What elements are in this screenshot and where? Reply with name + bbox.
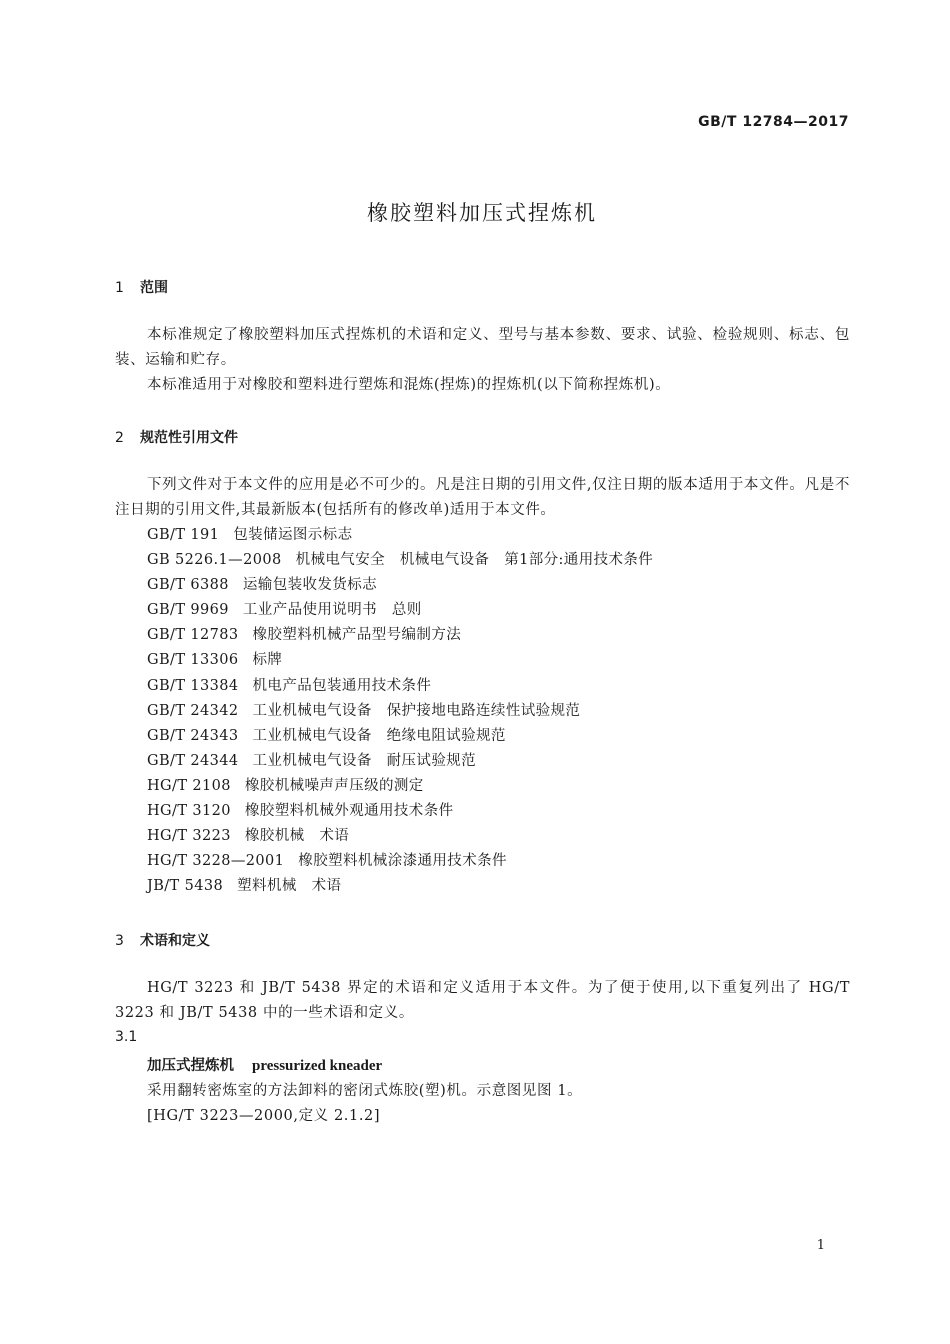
reference-item	[147, 623, 653, 648]
reference-title: 橡胶塑料机械产品型号编制方法	[252, 627, 462, 644]
term-chinese: 加压式捏炼机	[147, 1058, 234, 1074]
reference-title: 工业机械电气设备 耐压试验规范	[252, 752, 477, 769]
reference-item	[147, 749, 653, 774]
section-3-number: 3	[115, 933, 124, 949]
page-number: 1	[816, 1238, 825, 1253]
reference-title: 橡胶机械 术语	[244, 828, 350, 845]
reference-title: 包装储运图示标志	[233, 527, 353, 543]
reference-title: 机械电气安全 机械电气设备 第1部分:通用技术条件	[295, 552, 654, 569]
clause-number: 3.1	[115, 1029, 138, 1045]
reference-title: 运输包装收发货标志	[242, 577, 378, 594]
term-definition: 采用翻转密炼室的方法卸料的密闭式炼胶(塑)机。示意图见图 1。	[147, 1083, 583, 1099]
reference-item	[147, 774, 653, 799]
reference-item	[147, 674, 653, 699]
reference-code: GB/T 13306	[147, 652, 239, 669]
reference-code: JB/T 5438	[147, 878, 224, 895]
scope-paragraph-2: 本标准适用于对橡胶和塑料进行塑炼和混炼(捏炼)的捏炼机(以下简称捏炼机)。	[147, 377, 671, 393]
reference-code: GB/T 9969	[147, 602, 229, 619]
reference-code: GB/T 24344	[147, 752, 239, 769]
document-title: 橡胶塑料加压式捏炼机	[367, 201, 597, 225]
section-1-number: 1	[115, 280, 124, 296]
term-source: [HG/T 3223—2000,定义 2.1.2]	[147, 1108, 381, 1124]
reference-title: 塑料机械 术语	[237, 878, 342, 895]
reference-code: GB 5226.1—2008	[147, 552, 282, 569]
term-english: pressurized kneader	[252, 1058, 383, 1074]
reference-code: GB/T 6388	[147, 577, 229, 594]
term-entry	[147, 1054, 382, 1075]
reference-item	[147, 573, 653, 598]
reference-code: GB/T 191	[147, 527, 220, 543]
reference-code: HG/T 3228—2001	[147, 853, 285, 870]
reference-code: GB/T 13384	[147, 677, 239, 694]
reference-item	[147, 874, 653, 899]
scope-paragraph-1: 本标准规定了橡胶塑料加压式捏炼机的术语和定义、型号与基本参数、要求、试验、检验规则、标志、包装、运输和贮存。	[115, 327, 850, 368]
reference-title: 工业机械电气设备 绝缘电阻试验规范	[252, 727, 506, 744]
standard-code: GB/T 12784—2017	[698, 114, 849, 130]
reference-code: GB/T 24342	[147, 702, 239, 719]
reference-item	[147, 523, 653, 548]
reference-item	[147, 724, 653, 749]
section-2-heading	[115, 427, 238, 447]
reference-title: 工业产品使用说明书 总则	[242, 602, 422, 619]
reference-code: GB/T 24343	[147, 727, 239, 744]
section-1-heading	[115, 277, 168, 297]
section-3-title: 术语和定义	[140, 933, 210, 949]
reference-item	[147, 699, 653, 724]
reference-title: 橡胶塑料机械涂漆通用技术条件	[298, 853, 507, 870]
reference-code: HG/T 3120	[147, 803, 231, 820]
reference-title: 工业机械电气设备 保护接地电路连续性试验规范	[252, 702, 581, 719]
reference-title: 橡胶塑料机械外观通用技术条件	[244, 803, 454, 820]
references-intro: 下列文件对于本文件的应用是必不可少的。凡是注日期的引用文件,仅注日期的版本适用于本文件。凡是不注日期的引用文件,其最新版本(包括所有的修改单)适用于本文件。	[115, 477, 850, 518]
reference-item	[147, 598, 653, 623]
terms-intro: HG/T 3223 和 JB/T 5438 界定的术语和定义适用于本文件。为了便于使用,以下重复列出了 HG/T 3223 和 JB/T 5438 中的一些术语和定义。	[115, 980, 850, 1021]
section-2-title: 规范性引用文件	[140, 430, 238, 446]
reference-item	[147, 849, 653, 874]
reference-item	[147, 799, 653, 824]
section-3-heading	[115, 930, 210, 950]
reference-code: HG/T 2108	[147, 777, 231, 794]
reference-list	[147, 523, 653, 899]
reference-title: 橡胶机械噪声声压级的测定	[244, 777, 424, 794]
reference-title: 标牌	[252, 652, 283, 669]
reference-title: 机电产品包装通用技术条件	[252, 677, 432, 694]
reference-item	[147, 548, 653, 573]
reference-item	[147, 824, 653, 849]
section-1-title: 范围	[140, 280, 168, 296]
section-2-number: 2	[115, 430, 124, 446]
reference-code: HG/T 3223	[147, 828, 231, 845]
reference-code: GB/T 12783	[147, 627, 239, 644]
reference-item	[147, 648, 653, 673]
